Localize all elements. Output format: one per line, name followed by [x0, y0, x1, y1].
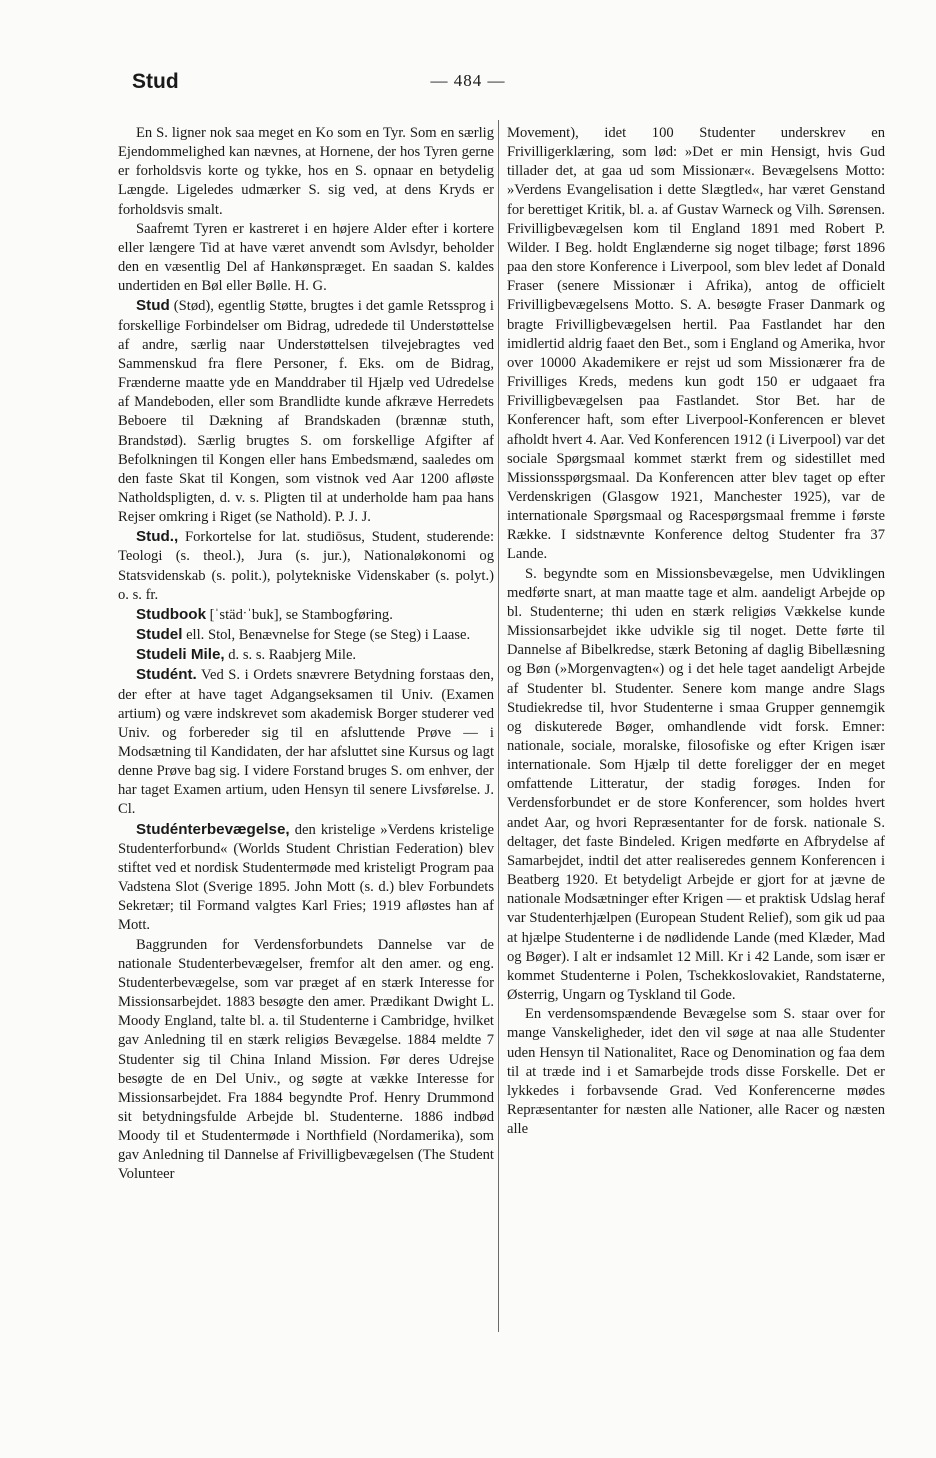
left-column [118, 124, 494, 1185]
right-column [507, 124, 885, 1139]
dictionary-entry [118, 296, 494, 527]
entry-text: den kristelige »Verdens kristelige Studenterforbund« (Worlds Student Christian Federation) blev stiftet ved et nordisk Studentermøde med kristeligt Program paa Vadstena Slot (Sverige 1895. John Mott (s. d.) blev Forbundets Sekretær; til Formand valgtes Karl Fries; 1919 afløstes han af Mott. [118, 821, 494, 934]
body-paragraph: En verdensomspændende Bevægelse som S. staar over for mange Vanskeligheder, idet den vil søge at naa alle Studenter uden Hensyn til Nationalitet, Race og Denomination og faa dem til at træde ind i et Samarbejde trods disse Forskelle. Det er lykkedes i forbavsende Grad. Ved Konferencerne mødes Repræsentanter for næsten alle Nationer, alle Racer og næsten alle [507, 1006, 885, 1138]
entry-text: Forkortelse for lat. studiōsus, Student, studerende: Teologi (s. theol.), Jura (s. jur.), Nationaløkonomi og Statsvidenskab (s. polit.), polytekniske Videnskaber (s. polyt.) o. s. fr. [118, 529, 494, 603]
entry-headword: Studénterbevægelse, [136, 820, 290, 838]
entry-text: ell. Stol, Benævnelse for Stege (se Steg) i Laase. [182, 627, 471, 644]
body-paragraph: Saafremt Tyren er kastreret i en højere Alder efter i kortere eller længere Tid at have været anvendt som Avlsdyr, beholder den en væsentlig Del af Hankønspræget. En saadan S. kaldes undertiden en Bøl eller Bølle. H. G. [118, 220, 494, 295]
entry-headword: Studel [136, 626, 183, 644]
body-paragraph: S. begyndte som en Missionsbevægelse, men Udviklingen medførte snart, at man maatte tage et alm. aandeligt Arbejde op bl. Studenterne; thi uden en stærk religiøs Vækkelse kunde Missionsarbejdet ikke udvikle sig til noget. Dette førte til Dannelse af Bibelkredse, stærk Betoning af daglig Bibellæsning og Bøn (»Morgenvagten«) og i det hele taget aandeligt Arbejde af Studenter bl. Studenter. Senere kom mange andre Slags Studiekredse til, hvor Studenterne i smaa Grupper gennemgik og diskuterede Bøger, omhandlende vidt forsk. Emner: nationale, sociale, moralske, filosofiske og efter Krigen især internationale. Som Hjælp til dette foreligger der en meget omfattende Litteratur, der stadig forøges. Inden for Verdensforbundet er de store Konferencer, som holdes hvert andet Aar, og hvori Repræsentanter for de forsk. nationale S. deltager, det faste Bindeled. Krigen medførte en Afbrydelse af Samarbejdet, indtil det atter realiseredes gennem Konferencen i Beatberg 1920. Et betydeligt Arbejde er gjort for at jævne de nationale Modsætninger efter Krigen — et praktisk Udslag heraf var Studenterhjælpen (European Student Relief), som gik ud paa at hjælpe Studenterne i de nødlidende Lande (med Klæder, Mad og Bøger). I alt er indsamlet 12 Mill. Kr i 42 Lande, som især er kommet Studenterne i Polen, Tschekkoslovakiet, Randstaterne, Østerrig, Ungarn og Tyskland til Gode. [507, 565, 885, 1004]
body-paragraph: En S. ligner nok saa meget en Ko som en Tyr. Som en særlig Ejendommelighed kan nævnes, at Hornene, der hos Tyren gerne er forholdsvis korte og tykke, hos en S. opnaar en betydelig Længde. Ligeledes udmærker S. sig ved, at dens Kryds er forholdsvis smalt. [118, 125, 494, 218]
entry-text: Ved S. i Ordets snævrere Betydning forstaas den, der efter at have taget Adgangseksamen til Univ. (Examen artium) og være indskrevet som akademisk Borger studerer ved Univ. og forbereder sig til en afsluttende Prøve — i Modsætning til Kandidaten, der har afsluttet sine Kursus og lagt denne Prøve bag sig. I videre Forstand bruges S. om enhver, der har taget Examen artium, uden Hensyn til senere Livsførelse. J. Cl. [118, 667, 494, 818]
entry-headword: Studbook [136, 605, 207, 623]
dictionary-entry [118, 665, 494, 819]
running-headword: Stud [132, 70, 179, 93]
page-number: — 484 — [430, 71, 506, 90]
entry-headword: Studént. [136, 666, 197, 684]
dictionary-entry [118, 527, 494, 605]
entry-text: d. s. s. Raabjerg Mile. [224, 647, 357, 664]
entry-headword: Studeli Mile, [136, 646, 225, 664]
column-divider [498, 120, 499, 1332]
entry-headword: Stud., [136, 528, 179, 546]
dictionary-entry [118, 645, 494, 665]
entry-text: (Stød), egentlig Støtte, brugtes i det gamle Retssprog i forskellige Forbindelser om Bidrag, udredede til Understøttelse af andre, særlig naar Understøttelsen tilvejebragtes ved Sammenskud fra flere Personer, f. Eks. om de Bidrag, Frænderne maatte yde en Manddraber til Hjælp ved Udredelse af Mandeboden, eller som Brandlidte kunde afkræve Herredets Beboere til Dækning af Brandskaden (brænnæ stuth, Brandstød). Særlig brugtes S. om forskellige Afgifter af Befolkningen til Kongen eller hans Embedsmænd, saaledes om den faste Skat til Kongen, som vistnok ved Aar 1200 afløste Natholdspligten, d. v. s. Pligten til at underholde ham paa hans Rejser omkring i Riget (se Nathold). P. J. J. [118, 298, 494, 526]
body-paragraph: Movement), idet 100 Studenter underskrev en Frivilligerklæring, som lød: »Det er min Hensigt, hvis Gud tillader det, at gaa ud som Missionær«. Bevægelsens Motto: »Verdens Evangelisation i dette Slægtled«, har været Genstand for berettiget Kritik, bl. a. af Gustav Warneck og Vilh. Sørensen. Frivilligbevægelsen kom til England 1891 med Robert P. Wilder. I Beg. holdt Englænderne sig noget tilbage; først 1896 paa den store Konference i Liverpool, som blev ledet af Donald Fraser (senere Missionær i Afrika), antog de officielt Frivilligbevægelsens Motto. S. A. besøgte Fraser Danmark og bragte Frivilligbevægelsen hertil. Paa Fastlandet har den imidlertid aldrig faaet den Bet., som i England og Amerika, hvor over 10000 Akademikere er rejst ud som Missionærer fra de Frivilliges Kreds, medens kun godt 150 er udgaaet fra Frivilligbevægelsen paa Fastlandet. Stor Bet. har de Konferencer haft, som efter Liverpool-Konferencen er blevet afholdt hvert 4. Aar. Ved Konferencen 1912 (i Liverpool) var det sociale Spørgsmaal kommet stærkt frem og sidestillet med Missionsspørgsmaal. Da Konferencen atter blev taget op efter Verdenskrigen (Glasgow 1921, Manchester 1925), var de internationale Spørgsmaal og Racespørgsmaal fremme i første Række. I sidstnævnte Konference deltog Studenter fra 37 Lande. [507, 125, 885, 563]
dictionary-entry [118, 820, 494, 936]
dictionary-entry [118, 605, 494, 625]
entry-text: [ˈstädˑˈbuk], se Stambogføring. [206, 606, 393, 623]
body-paragraph: Baggrunden for Verdensforbundets Dannelse var de nationale Studenterbevægelser, fremfor alt den amer. og eng. Studenterbevægelse, som var præget af en stærk Interesse for Missionsarbejdet. 1883 besøgte den amer. Prædikant Dwight L. Moody England, talte bl. a. til Studenterne i Cambridge, hvilket gav Anledning til en stærk religiøs Bevægelse. 1884 meldte 7 Studenter sig til China Inland Mission. Før deres Udrejse besøgte de en Del Univ., og søgte at vække Interesse for Missionsarbejdet. Fra 1884 begyndte Prof. Henry Drummond sit betydningsfulde Arbejde bl. Studenterne. 1886 indbød Moody til et Studentermøde i Northfield (Nordamerika), som gav Anledning til Dannelse af Frivilligbevægelsen (The Student Volunteer [118, 936, 494, 1183]
dictionary-entry [118, 625, 494, 645]
entry-headword: Stud [136, 297, 170, 315]
